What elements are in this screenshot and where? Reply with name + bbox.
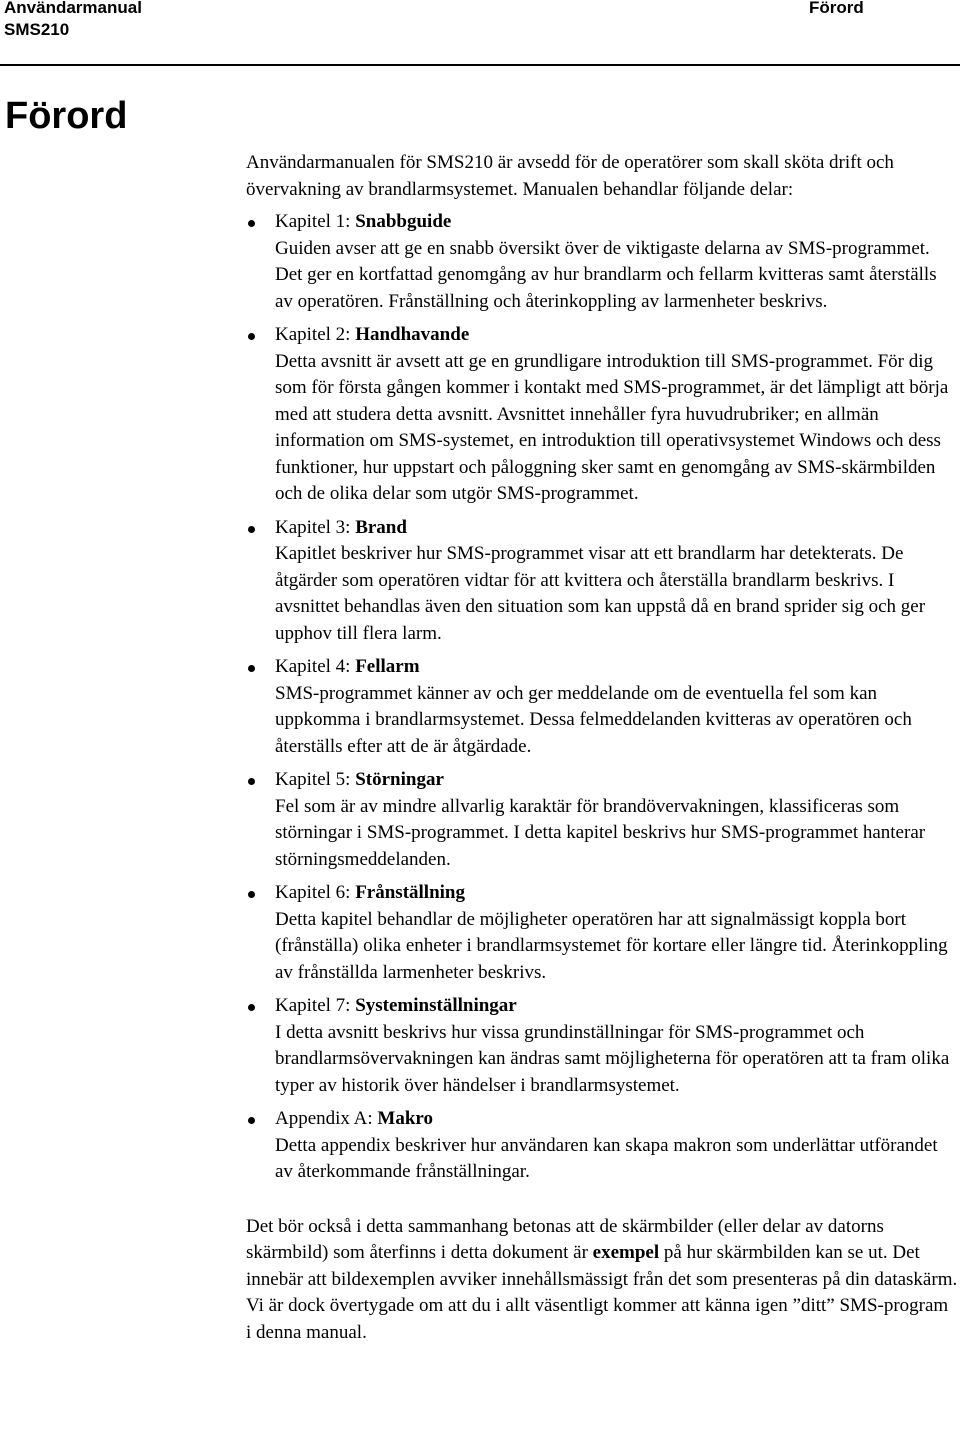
chapter-description: I detta avsnitt beskrivs hur vissa grundinställningar för SMS-programmet och brandlarmsövervakningen kan ändras samt möjligheterna för operatören att ta fram olika typer av historik över händelser i brandlarmsystemet. <box>275 1021 950 1096</box>
chapter-prefix: Appendix A: <box>275 1108 373 1129</box>
chapter-name: Systeminställningar <box>355 995 517 1016</box>
bullet-icon <box>248 891 255 898</box>
chapter-item <box>246 209 958 315</box>
chapter-list <box>246 209 958 1186</box>
chapter-heading <box>275 515 958 542</box>
bullet-icon <box>248 778 255 785</box>
chapter-heading <box>275 322 958 349</box>
chapter-item <box>246 880 958 986</box>
chapter-heading <box>275 767 958 794</box>
closing-emphasis: exempel <box>592 1242 660 1263</box>
chapter-item <box>246 767 958 873</box>
chapter-item <box>246 322 958 508</box>
chapter-name: Brand <box>355 516 407 538</box>
chapter-heading <box>275 880 958 907</box>
page-header <box>0 0 960 66</box>
bullet-icon <box>248 333 255 340</box>
chapter-prefix: Kapitel 4: <box>275 656 351 677</box>
bullet-icon <box>248 1004 255 1011</box>
chapter-name: Fellarm <box>355 656 420 677</box>
chapter-description: SMS-programmet känner av och ger meddelande om de eventuella fel som kan uppkomma i brandlarmsystemet. Dessa felmeddelanden kvitteras av operatören och återställs efter att de är åtgärdade. <box>275 682 912 757</box>
bullet-icon <box>248 220 255 227</box>
chapter-item <box>246 515 958 648</box>
closing-paragraph <box>246 1214 958 1347</box>
chapter-item <box>246 993 958 1099</box>
chapter-description: Guiden avser att ge en snabb översikt över de viktigaste delarna av SMS-programmet. Det ger en kortfattad genomgång av hur brandlarm och fellarm kvitteras samt återställs av operatören. Frånställning och återinkoppling av larmenheter beskrivs. <box>275 237 937 312</box>
closing-text-end: på hur skärmbilden kan se ut. Det innebär att bildexemplen avviker innehållsmässigt från det som presenteras på din dataskärm. Vi är dock övertygade om att du i allt väsentligt kommer att känna igen ”ditt” SMS-program i denna manual. <box>246 1242 958 1343</box>
bullet-icon <box>248 665 255 672</box>
chapter-prefix: Kapitel 1: <box>275 211 351 232</box>
closing-text-start: Det bör också i detta sammanhang betonas att de skärmbilder (eller delar av datorns skärmbild) som återfinns i detta dokument är <box>246 1215 884 1263</box>
chapter-description: Fel som är av mindre allvarlig karaktär för brandövervakningen, klassificeras som störningar i SMS-programmet. I detta kapitel beskrivs hur SMS-programmet hanterar störningsmeddelanden. <box>275 795 926 870</box>
chapter-item <box>246 1106 958 1186</box>
chapter-description: Detta appendix beskriver hur användaren kan skapa makron som underlättar utförandet av återkommande frånställningar. <box>275 1134 938 1182</box>
chapter-description: Kapitlet beskriver hur SMS-programmet visar att ett brandlarm har detekterats. De åtgärder som operatören vidtar för att kvittera och återställa brandlarm beskrivs. I avsnittet behandlas även den situation som kan uppstå då en brand sprider sig och ger upphov till flera larm. <box>275 543 926 644</box>
chapter-item <box>246 654 958 760</box>
chapter-prefix: Kapitel 2: <box>275 324 351 345</box>
preface-content <box>246 150 958 1346</box>
chapter-prefix: Kapitel 3: <box>275 516 351 538</box>
header-divider <box>0 64 960 66</box>
chapter-heading <box>275 209 958 236</box>
header-manual-name: Användarmanual <box>4 0 142 17</box>
chapter-prefix: Kapitel 6: <box>275 882 351 903</box>
bullet-icon <box>248 526 255 533</box>
chapter-name: Frånställning <box>355 882 466 903</box>
header-product-name: SMS210 <box>4 20 70 39</box>
chapter-name: Makro <box>377 1108 433 1129</box>
chapter-name: Störningar <box>355 769 444 790</box>
chapter-description: Detta kapitel behandlar de möjligheter operatören har att signalmässigt koppla bort (frånställa) olika enheter i brandlarmsystemet för kortare eller längre tid. Återinkoppling av frånställda larmenheter beskrivs. <box>275 908 948 983</box>
chapter-prefix: Kapitel 7: <box>275 995 351 1016</box>
chapter-description: Detta avsnitt är avsett att ge en grundligare introduktion till SMS-programmet. För dig som för första gången kommer i kontakt med SMS-programmet, är det lämpligt att börja med att studera detta avsnitt. Avsnittet innehåller fyra huvudrubriker; en allmän information om SMS-systemet, en introduktion till operativsystemet Windows och dess funktioner, hur uppstart och påloggning sker samt en genomgång av SMS-skärmbilden och de olika delar som utgör SMS-programmet. <box>275 350 949 504</box>
header-document-info <box>4 0 142 41</box>
chapter-prefix: Kapitel 5: <box>275 769 351 790</box>
chapter-heading <box>275 654 958 681</box>
chapter-name: Snabbguide <box>355 211 452 232</box>
chapter-heading <box>275 993 958 1020</box>
bullet-icon <box>248 1117 255 1124</box>
chapter-name: Handhavande <box>355 324 470 345</box>
page-title: Förord <box>5 95 128 137</box>
intro-paragraph: Användarmanualen för SMS210 är avsedd för de operatörer som skall sköta drift och övervakning av brandlarmsystemet. Manualen behandlar följande delar: <box>246 152 894 200</box>
header-section-name: Förord <box>809 0 864 17</box>
chapter-heading <box>275 1106 958 1133</box>
